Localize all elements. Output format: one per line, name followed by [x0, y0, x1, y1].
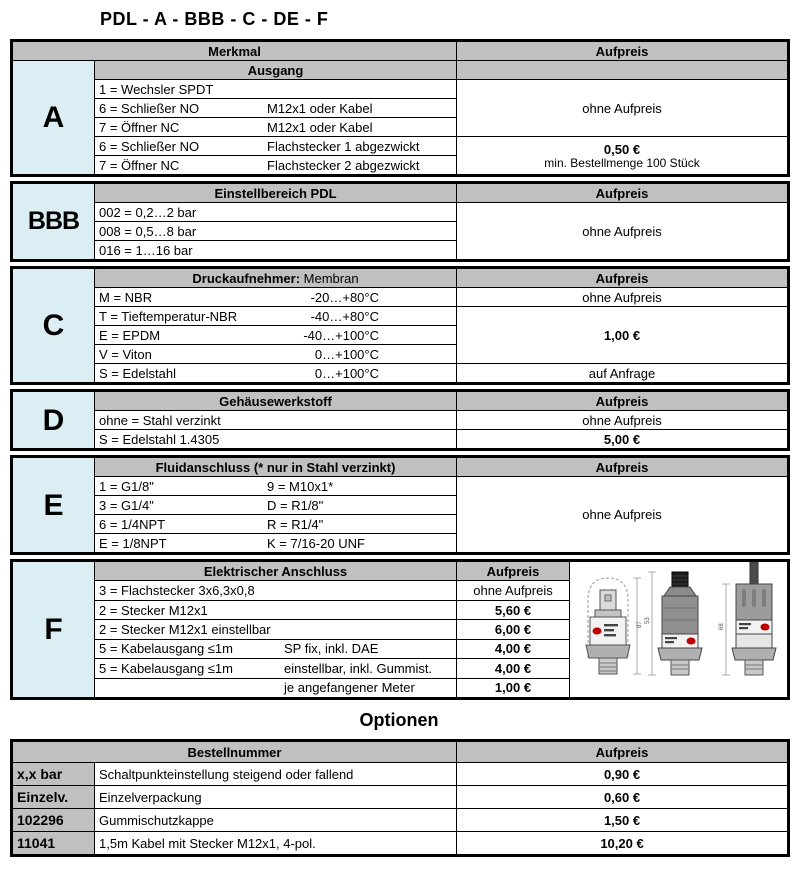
merkmal-column-header: Merkmal [12, 41, 457, 61]
price-cell: 4,00 € [457, 639, 570, 658]
merkmal-cell [95, 581, 457, 600]
merkmal-cell [95, 515, 457, 534]
temperature-range: -40…+100°C [303, 327, 379, 343]
section-f-header: Elektrischer Anschluss [95, 561, 457, 581]
price-cell: 0,90 € [457, 763, 789, 786]
table-row [12, 203, 789, 222]
merkmal-cell [95, 307, 457, 326]
table-row [12, 457, 789, 477]
option-code: E = EPDM [99, 327, 161, 343]
price-cell: ohne Aufpreis [457, 411, 789, 430]
order-code-cell: Einzelv. [12, 786, 95, 809]
merkmal-cell: 016 = 1…16 bar [95, 241, 457, 261]
section-letter-c: C [12, 268, 95, 384]
section-e-header: Fluidanschluss (* nur in Stahl verzinkt) [95, 457, 457, 477]
price-cell: 1,00 € [457, 678, 570, 698]
price-cell: ohne Aufpreis [457, 477, 789, 554]
table-row [12, 763, 789, 786]
merkmal-cell: 008 = 0,5…8 bar [95, 222, 457, 241]
price-cell: 5,00 € [457, 430, 789, 450]
price-cell: ohne Aufpreis [457, 80, 789, 137]
option-code: 5 = Kabelausgang ≤1m [99, 641, 233, 657]
price-cell: 4,00 € [457, 659, 570, 678]
price-cell: 5,60 € [457, 600, 570, 619]
description-cell: 1,5m Kabel mit Stecker M12x1, 4-pol. [95, 832, 457, 856]
dimension-label: 53 [645, 617, 651, 624]
option-code: V = Viton [99, 346, 152, 362]
temperature-range: 0…+100°C [314, 346, 379, 362]
brand-badge [593, 628, 602, 635]
option-detail: Flachstecker 1 abgezwickt [267, 138, 420, 154]
merkmal-cell [95, 364, 457, 384]
option-detail: SP fix, inkl. DAE [284, 641, 379, 657]
section-letter-e: E [12, 457, 95, 554]
price-cell: 0,60 € [457, 786, 789, 809]
section-c-aufpreis-header: Aufpreis [457, 268, 789, 288]
table-row [12, 809, 789, 832]
merkmal-cell: ohne = Stahl verzinkt [95, 411, 457, 430]
table-row [12, 364, 789, 384]
option-code: T = Tieftemperatur-NBR [99, 308, 238, 324]
table-row [12, 288, 789, 307]
table-row [12, 430, 789, 450]
merkmal-cell [95, 326, 457, 345]
option-code: 6 = Schließer NO [99, 100, 200, 116]
brand-badge [687, 638, 696, 645]
section-a-table [10, 39, 790, 177]
option-code: 1 = Wechsler SPDT [99, 81, 214, 97]
merkmal-cell [95, 659, 457, 678]
section-letter-f: F [12, 561, 95, 699]
price-cell [457, 137, 789, 176]
page-title: PDL - A - BBB - C - DE - F [100, 9, 329, 29]
option-detail: je angefangener Meter [284, 680, 415, 696]
bestellnummer-column-header: Bestellnummer [12, 741, 457, 763]
merkmal-cell [95, 99, 457, 118]
section-e-aufpreis-header: Aufpreis [457, 457, 789, 477]
price-note: min. Bestellmenge 100 Stück [544, 155, 700, 170]
brand-badge [761, 624, 770, 631]
table-row [12, 137, 789, 156]
option-detail: M12x1 oder Kabel [267, 100, 373, 116]
dimension-label: 68 [719, 623, 725, 630]
price-cell: 1,50 € [457, 809, 789, 832]
description-cell: Schaltpunkteinstellung steigend oder fallend [95, 763, 457, 786]
option-code: 2 = Stecker M12x1 [99, 602, 208, 618]
option-code: 3 = G1/4" [99, 497, 154, 513]
section-c-table [10, 266, 790, 385]
order-code-cell: 11041 [12, 832, 95, 856]
merkmal-cell [95, 534, 457, 554]
section-c-header-bold: Druckaufnehmer: [192, 270, 301, 286]
drawing-m12-connector-variant [645, 572, 702, 675]
price-cell: 10,20 € [457, 832, 789, 856]
merkmal-cell: S = Edelstahl 1.4305 [95, 430, 457, 450]
option-detail: Flachstecker 2 abgezwickt [267, 157, 420, 173]
section-d-header: Gehäusewerkstoff [95, 391, 457, 411]
option-code: 3 = Flachstecker 3x6,3x0,8 [99, 583, 255, 599]
option-code-2: 9 = M10x1* [267, 478, 334, 494]
section-f-table [10, 559, 790, 700]
section-e-table [10, 455, 790, 555]
merkmal-cell [95, 620, 457, 639]
options-header-row [12, 741, 789, 763]
temperature-range: -40…+80°C [310, 308, 379, 324]
table-row [12, 80, 789, 99]
merkmal-cell [95, 496, 457, 515]
product-drawings [570, 561, 789, 699]
price-cell: 6,00 € [457, 620, 570, 639]
aufpreis-column-header: Aufpreis [457, 41, 789, 61]
section-d-table [10, 389, 790, 451]
table-row [12, 61, 789, 80]
temperature-range: -20…+80°C [310, 289, 379, 305]
option-detail: M12x1 oder Kabel [267, 119, 373, 135]
section-bbb-header: Einstellbereich PDL [95, 183, 457, 203]
order-code-cell: x,x bar [12, 763, 95, 786]
option-code: S = Edelstahl [99, 365, 176, 381]
options-aufpreis-column-header: Aufpreis [457, 741, 789, 763]
price-amount: 0,50 € [603, 141, 641, 157]
section-a-header-aufpreis-empty [457, 61, 789, 80]
price-cell: ohne Aufpreis [457, 203, 789, 261]
section-letter-bbb: BBB [12, 183, 95, 261]
merkmal-cell [95, 288, 457, 307]
option-code: 7 = Öffner NC [99, 119, 180, 135]
option-code-2: R = R1/4" [267, 516, 324, 532]
section-bbb-table [10, 181, 790, 262]
table-row [12, 391, 789, 411]
option-code: 7 = Öffner NC [99, 157, 180, 173]
merkmal-cell: 002 = 0,2…2 bar [95, 203, 457, 222]
drawing-flachstecker-variant [586, 578, 643, 674]
section-bbb-aufpreis-header: Aufpreis [457, 183, 789, 203]
option-code-2: K = 7/16-20 UNF [267, 535, 365, 551]
table-row [12, 477, 789, 496]
table-row [12, 268, 789, 288]
option-code: 2 = Stecker M12x1 einstellbar [99, 621, 271, 637]
order-code-cell: 102296 [12, 809, 95, 832]
merkmal-cell [95, 137, 457, 156]
section-c-header [95, 268, 457, 288]
merkmal-cell [95, 118, 457, 137]
merkmal-cell [95, 156, 457, 176]
dimension-label: 87 [637, 621, 643, 628]
option-code: 5 = Kabelausgang ≤1m [99, 660, 233, 676]
table-row [12, 561, 789, 581]
price-cell: auf Anfrage [457, 364, 789, 384]
section-a-header: Ausgang [95, 61, 457, 80]
table-row [12, 307, 789, 326]
option-detail: einstellbar, inkl. Gummist. [284, 660, 433, 676]
options-title: Optionen [359, 710, 439, 730]
option-code: 6 = Schließer NO [99, 138, 200, 154]
price-cell: ohne Aufpreis [457, 581, 570, 600]
page [0, 9, 798, 857]
price-cell: ohne Aufpreis [457, 288, 789, 307]
option-code: 1 = G1/8" [99, 478, 154, 494]
description-cell: Einzelverpackung [95, 786, 457, 809]
section-c-header-normal: Membran [303, 270, 359, 286]
merkmal-cell [95, 477, 457, 496]
section-letter-d: D [12, 391, 95, 450]
table-row [12, 183, 789, 203]
merkmal-cell [95, 600, 457, 619]
price-cell: 1,00 € [457, 307, 789, 364]
merkmal-cell [95, 80, 457, 99]
main-header-row [12, 41, 789, 61]
merkmal-cell [95, 639, 457, 658]
drawing-cable-variant [719, 562, 776, 675]
table-row [12, 832, 789, 856]
merkmal-cell [95, 678, 457, 698]
option-code-2: D = R1/8" [267, 497, 324, 513]
section-d-aufpreis-header: Aufpreis [457, 391, 789, 411]
options-table [10, 739, 790, 857]
pressure-switch-drawings [570, 562, 787, 693]
table-row [12, 786, 789, 809]
option-code: 6 = 1/4NPT [99, 516, 166, 532]
option-code: E = 1/8NPT [99, 535, 167, 551]
option-code: M = NBR [99, 289, 153, 305]
temperature-range: 0…+100°C [314, 365, 379, 381]
description-cell: Gummischutzkappe [95, 809, 457, 832]
table-row [12, 411, 789, 430]
merkmal-cell [95, 345, 457, 364]
section-f-aufpreis-header: Aufpreis [457, 561, 570, 581]
section-letter-a: A [12, 61, 95, 176]
